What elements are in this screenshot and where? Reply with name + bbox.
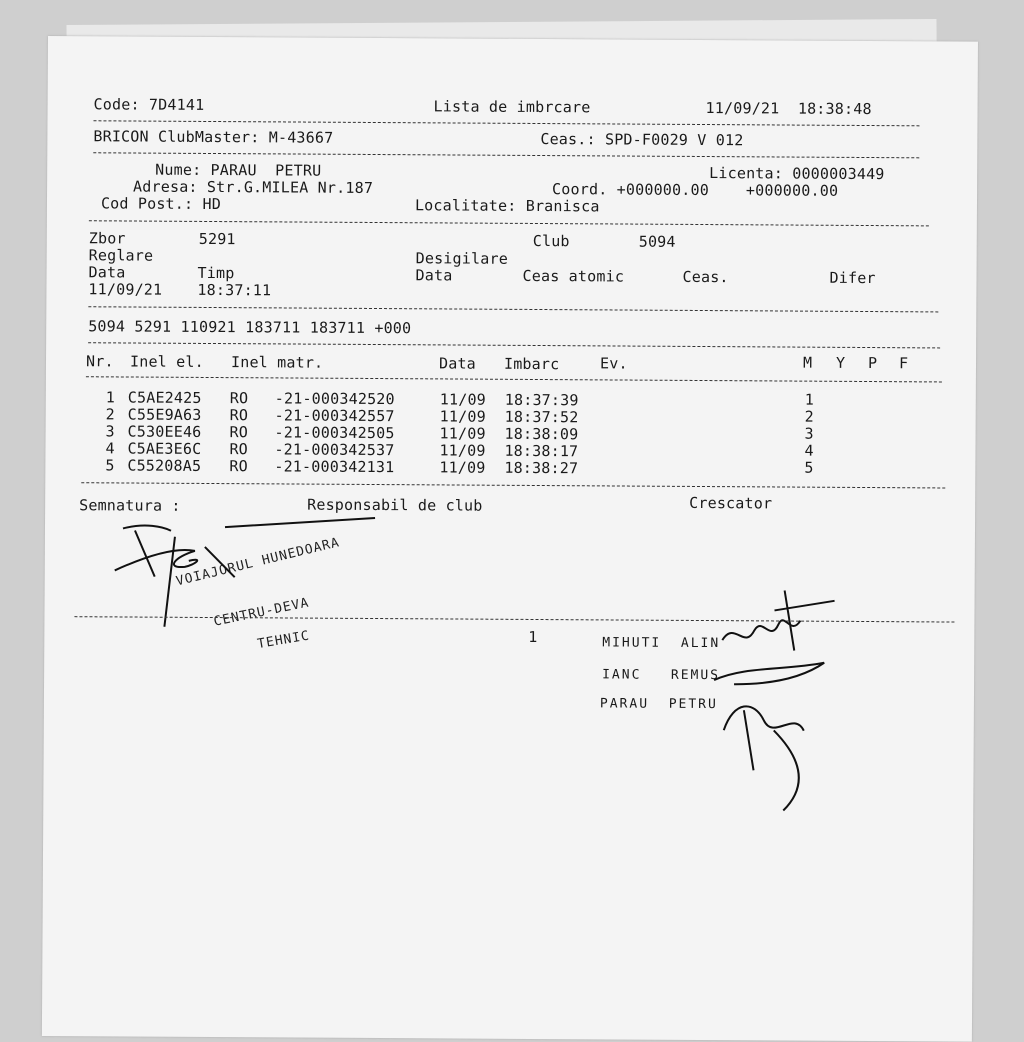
- col-inel-el: Inel el.: [129, 352, 204, 371]
- club-number: 5094: [638, 232, 676, 251]
- atomic-clock-label: Ceas atomic: [522, 266, 625, 286]
- col-y: Y: [835, 353, 846, 372]
- row-inel-el: C530EE46: [127, 422, 202, 441]
- clubmaster-id: BRICON ClubMaster: M-43667: [93, 127, 334, 147]
- setting-label: Reglare: [88, 246, 154, 265]
- stamp-line-3: TEHNIC: [256, 628, 312, 653]
- divider: [88, 306, 938, 312]
- handwritten-name-3: PARAU PETRU: [599, 696, 718, 713]
- flight-number: 5291: [198, 229, 236, 249]
- row-country: RO: [229, 457, 248, 476]
- handwritten-name-2: IANC REMUS: [602, 667, 721, 684]
- document-page: [42, 36, 978, 1042]
- divider: [93, 120, 919, 126]
- setting-time: 18:37:11: [197, 280, 272, 300]
- row-data: 11/09: [439, 458, 486, 477]
- setting-date: 11/09/21: [88, 280, 163, 299]
- breeder-label: Crescator: [689, 493, 773, 513]
- divider: [88, 342, 940, 348]
- row-inel-el: C55E9A63: [127, 405, 202, 424]
- row-country: RO: [229, 440, 249, 459]
- document-title: Lista de imbrcare: [433, 97, 591, 117]
- row-inel-matr: -21-000342520: [274, 389, 395, 409]
- club-label: Club: [532, 231, 570, 251]
- owner-name: Nume: PARAU PETRU: [155, 160, 322, 180]
- page-number: 1: [528, 627, 538, 647]
- row-country: RO: [229, 423, 249, 442]
- time-label: Timp: [197, 263, 235, 283]
- license-number: Licenta: 0000003449: [709, 164, 885, 184]
- row-data: 11/09: [439, 424, 486, 443]
- clock-id: Ceas.: SPD-F0029 V 012: [540, 130, 744, 150]
- row-imbarc: 18:37:39: [504, 390, 579, 410]
- row-imbarc: 18:38:27: [504, 458, 579, 478]
- row-country: RO: [229, 406, 249, 425]
- coordinates: Coord. +000000.00 +000000.00: [552, 180, 839, 200]
- stamp-line-2: CENTRU-DEVA: [212, 595, 311, 630]
- clock-label: Ceas.: [682, 267, 729, 287]
- row-m: 4: [804, 441, 814, 460]
- owner-address: Adresa: Str.G.MILEA Nr.187: [133, 177, 374, 197]
- unseal-date-label: Data: [415, 266, 453, 285]
- stamp-line-1: VOIAJORUL HUNEDOARA: [174, 535, 342, 590]
- code-label: Code: 7D4141: [93, 95, 205, 114]
- bleed-through-text: [162, 797, 923, 1042]
- row-m: 1: [804, 390, 815, 409]
- print-datetime: 11/09/21 18:38:48: [705, 99, 872, 119]
- row-nr: 2: [105, 405, 115, 424]
- row-m: 2: [804, 407, 814, 426]
- postal-code: Cod Post.: HD: [100, 194, 222, 214]
- handwritten-name-1: MIHUTI ALIN: [602, 635, 721, 652]
- signature-label: Semnatura :: [79, 496, 181, 515]
- row-imbarc: 18:37:52: [504, 407, 579, 427]
- unsealing-label: Desigilare: [415, 249, 509, 268]
- divider: [89, 220, 929, 226]
- row-data: 11/09: [439, 407, 486, 426]
- col-imbarc: Imbarc: [503, 354, 560, 374]
- date-label: Data: [88, 263, 126, 282]
- col-inel-matr: Inel matr.: [230, 353, 324, 372]
- col-f: F: [898, 354, 909, 373]
- row-nr: 5: [105, 456, 115, 475]
- locality: Localitate: Branisca: [414, 196, 600, 216]
- difference-label: Difer: [829, 268, 876, 288]
- row-inel-matr: -21-000342557: [274, 406, 395, 426]
- row-inel-el: C5AE2425: [127, 388, 202, 407]
- row-imbarc: 18:38:17: [504, 441, 579, 461]
- divider: [86, 376, 942, 382]
- row-inel-matr: -21-000342131: [274, 457, 395, 477]
- row-data: 11/09: [439, 390, 486, 409]
- row-nr: 1: [105, 388, 116, 407]
- col-nr: Nr.: [85, 352, 114, 371]
- club-responsible-label: Responsabil de club: [307, 495, 483, 515]
- code-line: 5094 5291 110921 183711 183711 +000: [88, 317, 412, 338]
- row-m: 5: [804, 458, 814, 477]
- row-country: RO: [229, 389, 249, 408]
- row-data: 11/09: [439, 441, 486, 460]
- row-m: 3: [804, 424, 814, 443]
- col-m: M: [802, 353, 813, 372]
- club-signature: [114, 516, 415, 658]
- row-inel-matr: -21-000342537: [274, 440, 395, 460]
- col-ev: Ev.: [599, 354, 628, 373]
- row-nr: 3: [105, 422, 115, 441]
- row-inel-matr: -21-000342505: [274, 423, 395, 443]
- row-inel-el: C5AE3E6C: [127, 439, 202, 458]
- row-imbarc: 18:38:09: [504, 424, 579, 444]
- col-p: P: [867, 354, 878, 373]
- breeder-signatures: [713, 580, 934, 821]
- row-inel-el: C55208A5: [127, 456, 202, 475]
- row-nr: 4: [105, 439, 115, 458]
- flight-label: Zbor: [88, 229, 126, 248]
- divider: [81, 482, 945, 488]
- divider: [93, 152, 919, 158]
- col-data: Data: [438, 354, 476, 373]
